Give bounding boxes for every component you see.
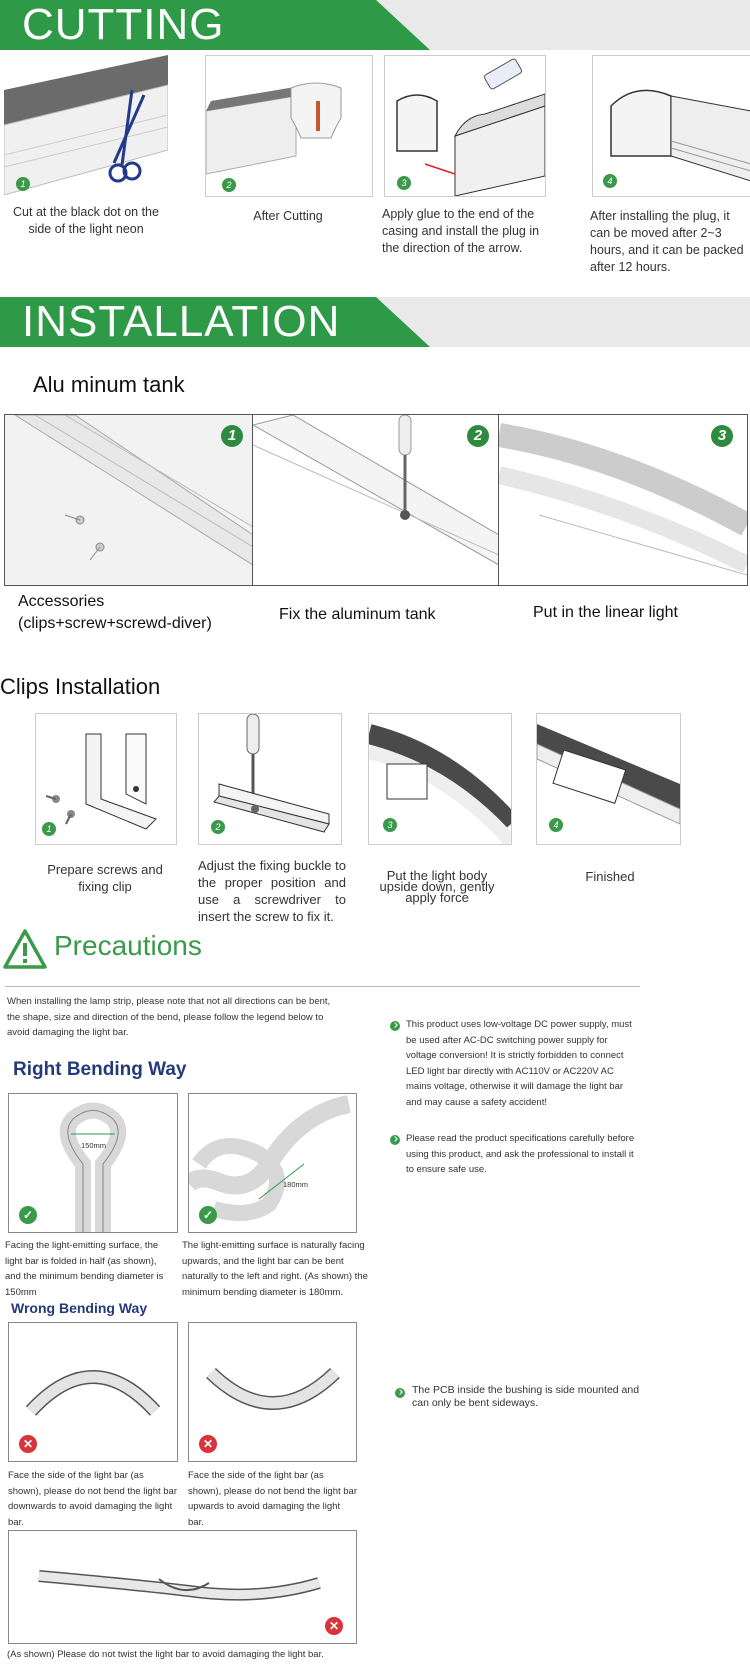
alu-step2-caption: Fix the aluminum tank [279, 606, 436, 623]
right-bend2-image [188, 1093, 357, 1233]
clip-step2-number: 2 [211, 820, 225, 834]
clip-step4-caption: Finished [585, 869, 635, 884]
alu-step1-caption-line2: (clips+screw+screwd-diver) [18, 615, 212, 632]
cut-step4-number: 4 [603, 174, 617, 188]
clip-step4-image [536, 713, 681, 845]
note-2: Please read the product specifications carefully before using this product, and ask the professional to install it to ensure safe use. [406, 1133, 635, 1175]
cut-step2-image [205, 55, 373, 197]
clip-step1-caption: Prepare screws and fixing clip [47, 862, 163, 894]
right-bend2-dimension: 180mm [283, 1180, 309, 1189]
cut-step4-caption: After installing the plug, it can be moved after 2~3 hours, and it can be packed after 12 hours. [590, 209, 744, 274]
alu-step1-number: 1 [221, 425, 243, 447]
alu-step1-caption-line1: Accessories [18, 593, 105, 610]
note-1: This product uses low-voltage DC power supply, must be used after AC-DC switching power supply for voltage conversion! It is strictly forbidden to connect LED light bar directly with AC110V or AC220V AC mains voltage, otherwise it will damage the light bar and may cause a safety accident! [406, 1019, 632, 1108]
note-bullet-icon [390, 1021, 400, 1031]
right-bend1-image [8, 1093, 178, 1233]
installation-title: INSTALLATION [22, 297, 341, 346]
correct-check-icon: ✓ [19, 1206, 37, 1224]
cut-step2-number: 2 [222, 178, 236, 192]
clip-step3-number: 3 [383, 818, 397, 832]
clip-step4-number: 4 [549, 818, 563, 832]
warning-triangle-icon [3, 929, 47, 969]
cut-step1-image [4, 55, 168, 195]
clip-step1-image [35, 713, 177, 845]
cut-step2-caption: After Cutting [253, 209, 323, 223]
alu-tank-title: Alu minum tank [33, 372, 185, 397]
alu-step2-image [252, 414, 500, 586]
cut-step1-caption: Cut at the black dot on the side of the light neon [13, 205, 159, 236]
note-3: The PCB inside the bushing is side mounted and can only be bent sideways. [412, 1384, 640, 1409]
clip-step3-caption: Put the light body upside down, gently apply force [379, 868, 495, 905]
clip-step2-image [198, 713, 342, 845]
wrong-x-icon: ✕ [199, 1435, 217, 1453]
clip-step3-image [368, 713, 512, 845]
alu-step2-number: 2 [467, 425, 489, 447]
wrong-bend2-caption: Face the side of the light bar (as shown), please do not bend the light bar upwards to avoid damaging the light bar. [188, 1470, 358, 1528]
alu-step1-image [4, 414, 254, 586]
note-bullet-icon [395, 1388, 405, 1398]
cut-step4-image [592, 55, 750, 197]
alu-step1-caption [18, 591, 212, 635]
precautions-intro: When installing the lamp strip, please note that not all directions can be bent, the shape, size and direction of the bend, please follow the legend below to avoid damaging the light bar. [7, 996, 331, 1038]
twist-caption: (As shown) Please do not twist the light bar to avoid damaging the light bar. [7, 1649, 324, 1660]
clip-step2-caption: Adjust the fixing buckle to the proper position and use a screwdriver to insert the screw to fix it. [198, 858, 346, 924]
cut-step3-number: 3 [397, 176, 411, 190]
alu-step3-caption: Put in the linear light [533, 604, 678, 621]
alu-step3-number: 3 [711, 425, 733, 447]
alu-step3-image [498, 414, 748, 586]
cutting-banner [0, 0, 750, 50]
right-bend1-caption: Facing the light-emitting surface, the light bar is folded in half (as shown), and the minimum bending diameter is 150mm [5, 1240, 164, 1298]
wrong-x-icon: ✕ [19, 1435, 37, 1453]
wrong-bend1-caption: Face the side of the light bar (as shown), please do not bend the light bar downwards to avoid damaging the light bar. [8, 1470, 178, 1528]
installation-banner [0, 297, 750, 347]
wrong-bend2-image [188, 1322, 357, 1462]
clips-title: Clips Installation [0, 674, 161, 699]
cutting-title: CUTTING [22, 0, 225, 49]
cut-step1-number: 1 [16, 177, 30, 191]
cut-step3-image [384, 55, 546, 197]
clip-step1-number: 1 [42, 822, 56, 836]
wrong-bending-title: Wrong Bending Way [11, 1300, 148, 1316]
note-bullet-icon [390, 1135, 400, 1145]
correct-check-icon: ✓ [199, 1206, 217, 1224]
wrong-bend1-image [8, 1322, 178, 1462]
precautions-title: Precautions [54, 930, 202, 961]
twist-image [8, 1530, 357, 1644]
cut-step3-caption: Apply glue to the end of the casing and install the plug in the direction of the arrow. [382, 207, 540, 255]
right-bend1-dimension: 150mm [81, 1141, 107, 1150]
precautions-divider [5, 986, 640, 987]
wrong-x-icon: ✕ [325, 1617, 343, 1635]
right-bend2-caption: The light-emitting surface is naturally facing upwards, and the light bar can be bent naturally to the left and right. (As shown) the minimum bending diameter is 180mm. [182, 1240, 368, 1298]
right-bending-title: Right Bending Way [13, 1059, 187, 1080]
